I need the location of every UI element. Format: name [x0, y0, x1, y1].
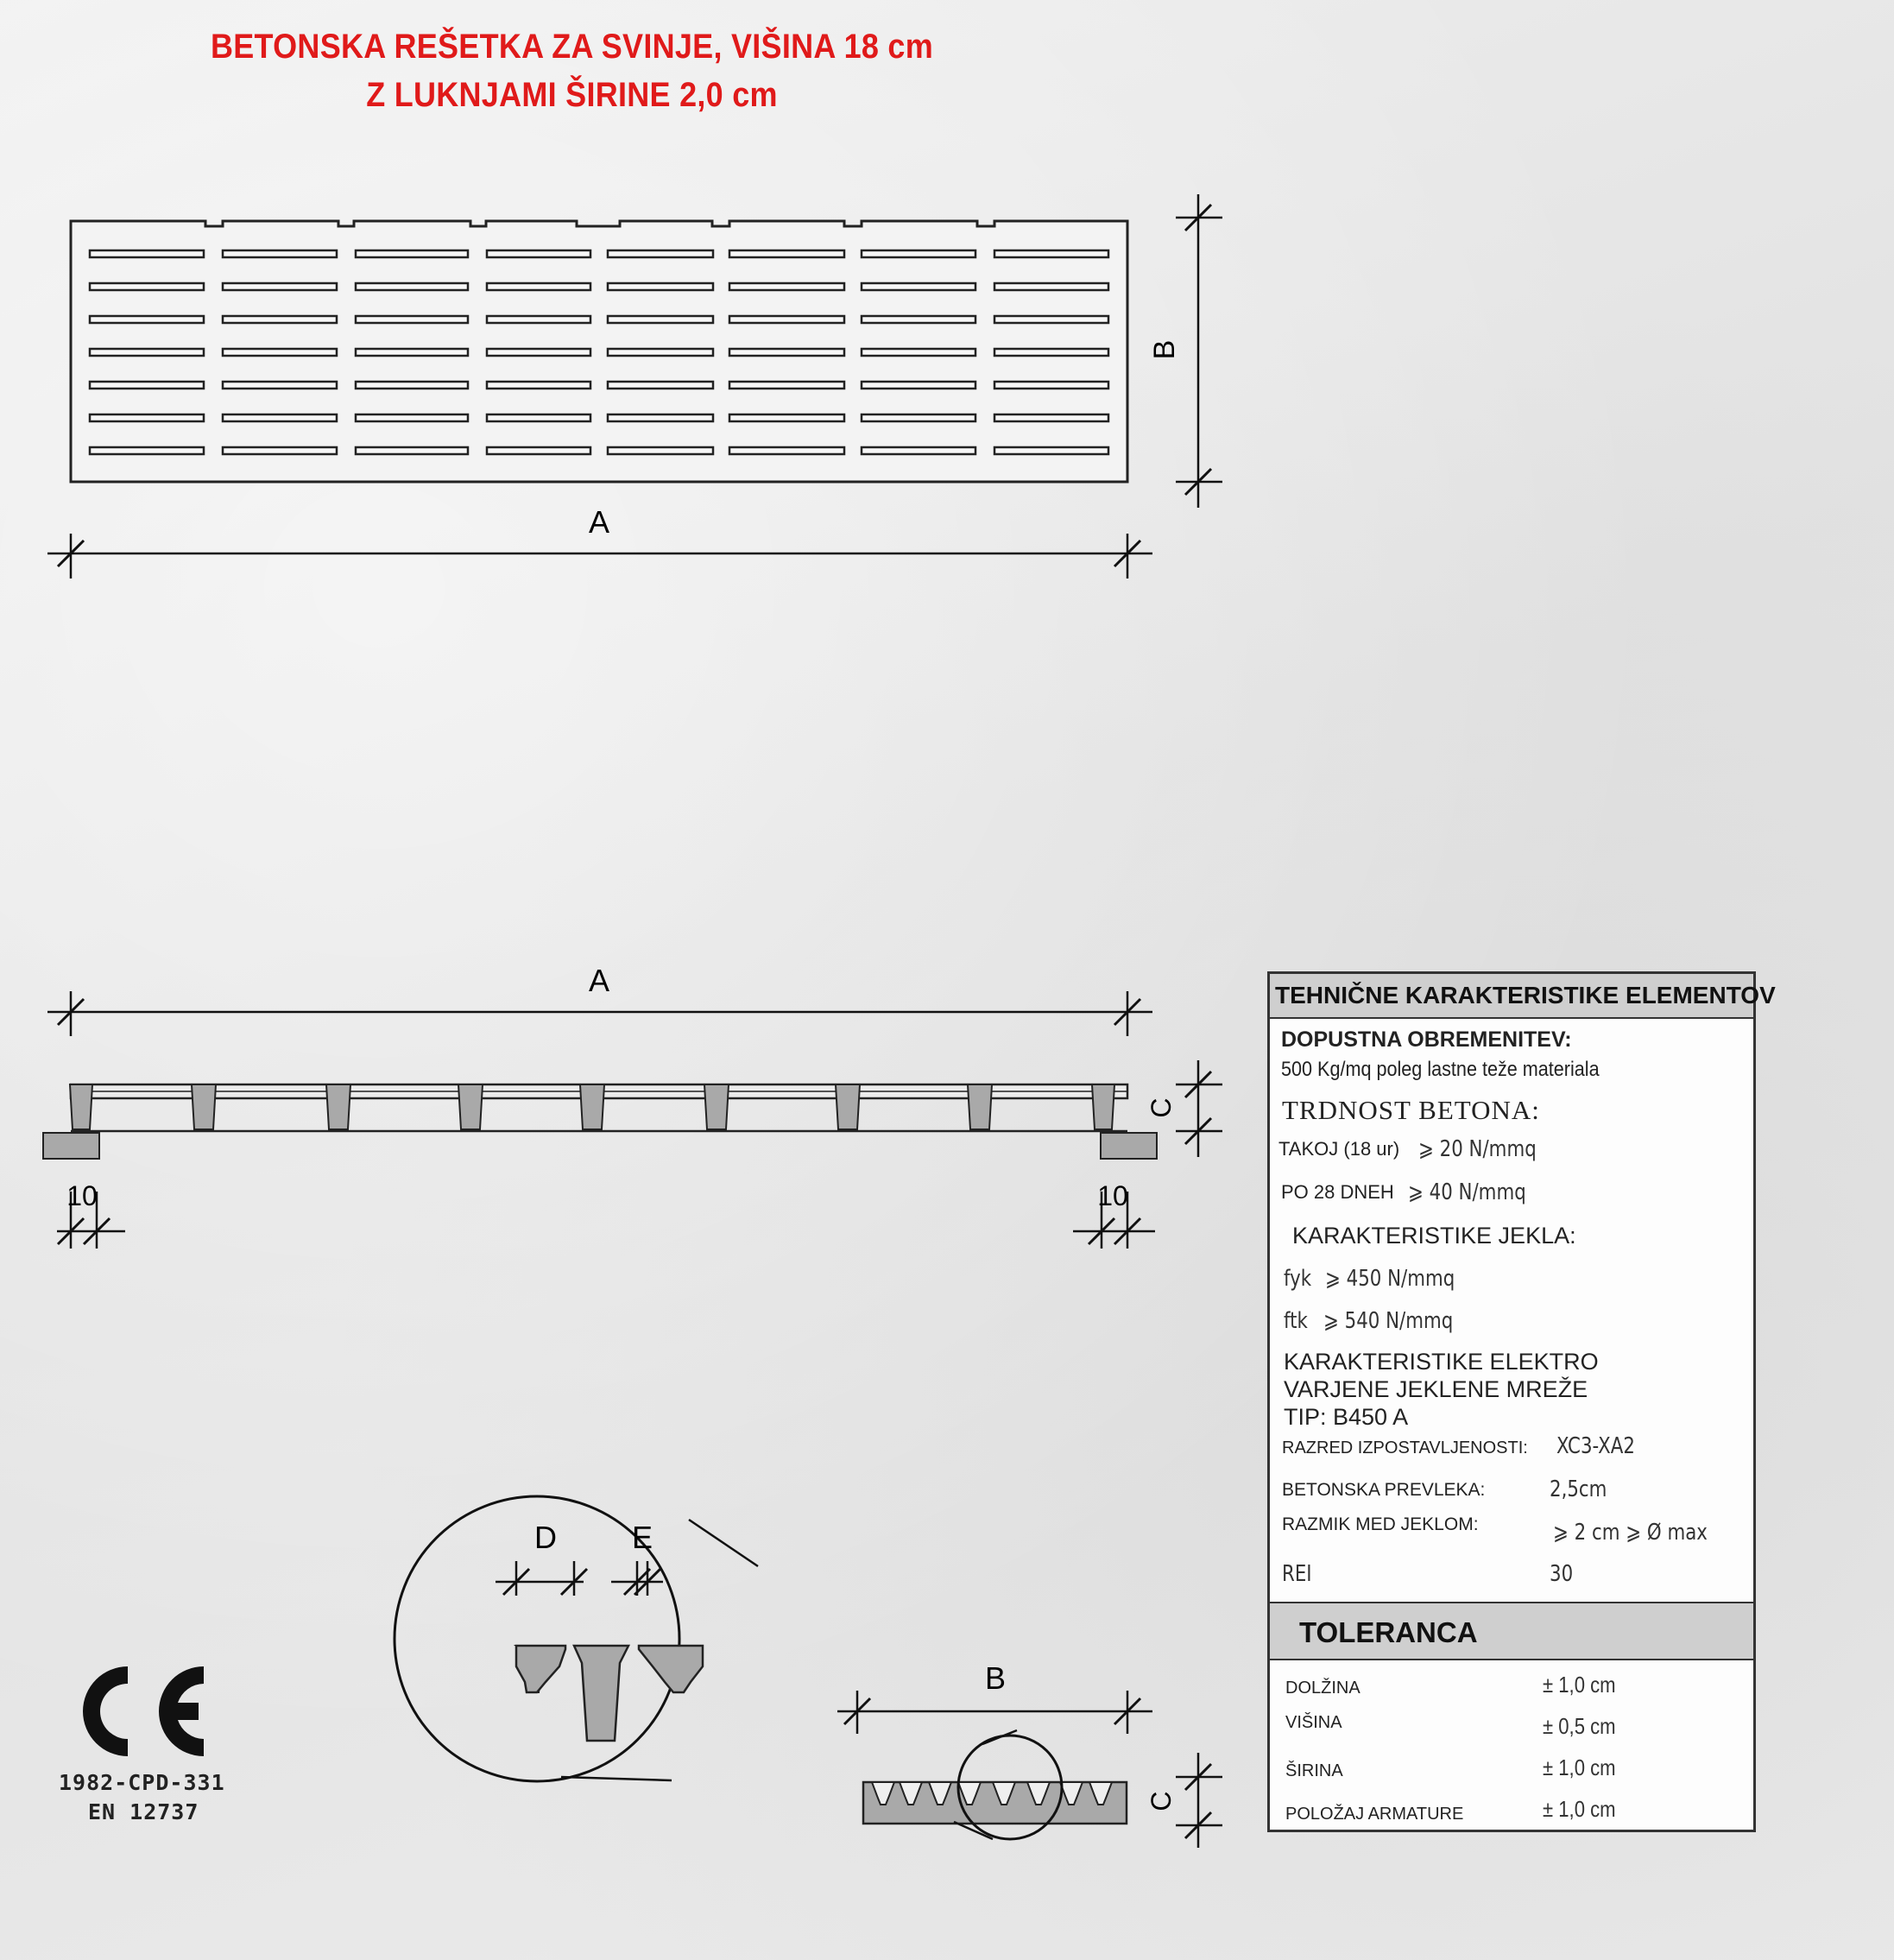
concrete-immediate-label: TAKOJ (18 ur) — [1278, 1138, 1400, 1160]
tolerance-header: TOLERANCA — [1270, 1602, 1753, 1660]
rei-value: 30 — [1550, 1561, 1574, 1587]
section-rib — [326, 1084, 350, 1129]
label-b-side: B — [1148, 339, 1181, 360]
concrete-title: TRDNOST BETONA: — [1282, 1095, 1540, 1125]
exposure-label: RAZRED IZPOSTAVLJENOSTI: — [1282, 1438, 1528, 1457]
plan-slot — [223, 382, 337, 389]
concrete-28-value: ⩾ 40 N/mmq — [1408, 1179, 1526, 1205]
title-line-2: Z LUKNJAMI ŠIRINE 2,0 cm — [366, 76, 778, 114]
section-rib — [458, 1084, 483, 1129]
section-rib — [192, 1084, 216, 1129]
spacing-value: ⩾ 2 cm ⩾ Ø max — [1553, 1520, 1708, 1546]
plan-slot — [994, 447, 1108, 454]
plan-slot — [223, 250, 337, 257]
exposure-value: XC3-XA2 — [1556, 1433, 1635, 1459]
plan-slot — [356, 447, 468, 454]
plan-slot — [729, 447, 844, 454]
plan-slot — [994, 349, 1108, 356]
plan-slot — [487, 316, 590, 323]
dimension-c-cross — [1176, 1753, 1222, 1848]
dimension-a-top — [47, 534, 1152, 579]
plan-slot — [223, 316, 337, 323]
detail-circle — [395, 1496, 758, 1781]
label-support-left: 10 — [66, 1180, 98, 1211]
plan-slot — [90, 414, 204, 421]
section-rib — [836, 1084, 860, 1129]
plan-slot — [90, 283, 204, 290]
plan-slot — [608, 447, 713, 454]
cover-label: BETONSKA PREVLEKA: — [1282, 1480, 1486, 1500]
plan-slot — [487, 382, 590, 389]
plan-slot — [487, 283, 590, 290]
plan-slot — [994, 414, 1108, 421]
plan-slot — [487, 349, 590, 356]
ftk-value: ⩾ 540 N/mmq — [1323, 1308, 1454, 1334]
tolerance-label-height: VIŠINA — [1285, 1713, 1342, 1732]
ftk-label: ftk — [1284, 1308, 1308, 1334]
plan-slot — [994, 283, 1108, 290]
fyk-value: ⩾ 450 N/mmq — [1325, 1266, 1455, 1292]
spec-header: TEHNIČNE KARAKTERISTIKE ELEMENTOV — [1270, 974, 1753, 1019]
dimension-b-cross — [837, 1691, 1152, 1734]
plan-slot — [90, 382, 204, 389]
plan-slot — [487, 250, 590, 257]
plan-slot — [729, 283, 844, 290]
plan-slot — [608, 349, 713, 356]
plan-slot — [862, 250, 975, 257]
label-c-cross: C — [1146, 1791, 1177, 1811]
plan-slot — [729, 414, 844, 421]
label-detail-d: D — [534, 1520, 557, 1555]
label-a-top: A — [588, 504, 610, 540]
plan-slot — [90, 447, 204, 454]
plan-slot — [356, 349, 468, 356]
ce-mark-logo — [69, 1660, 216, 1763]
mesh-line-3: TIP: B450 A — [1284, 1404, 1409, 1430]
section-rib — [1092, 1084, 1114, 1129]
plan-slot — [862, 382, 975, 389]
plan-slot — [223, 349, 337, 356]
plan-slot — [862, 349, 975, 356]
fyk-label: fyk — [1284, 1266, 1312, 1292]
plan-slot — [994, 382, 1108, 389]
steel-title: KARAKTERISTIKE JEKLA: — [1292, 1223, 1576, 1249]
plan-slot — [356, 382, 468, 389]
plan-slot — [90, 316, 204, 323]
concrete-28-label: PO 28 DNEH — [1281, 1181, 1394, 1203]
plan-slot — [356, 414, 468, 421]
plan-slot — [862, 447, 975, 454]
dimension-c-section — [1176, 1060, 1222, 1157]
load-value: 500 Kg/mq poleg lastne teže materiala — [1281, 1058, 1600, 1081]
plan-slot — [356, 316, 468, 323]
certificate-standard: EN 12737 — [88, 1799, 199, 1824]
plan-slot — [608, 382, 713, 389]
tolerance-label-rebar: POLOŽAJ ARMATURE — [1285, 1805, 1464, 1824]
title-line-1: BETONSKA REŠETKA ZA SVINJE, VIŠINA 18 cm — [211, 28, 933, 66]
concrete-immediate-value: ⩾ 20 N/mmq — [1418, 1136, 1537, 1162]
plan-slot — [729, 250, 844, 257]
plan-slot — [862, 414, 975, 421]
label-support-right: 10 — [1097, 1180, 1128, 1211]
dimension-b-side — [1176, 194, 1222, 508]
plan-slot — [356, 250, 468, 257]
section-rib — [704, 1084, 729, 1129]
plan-slot — [862, 316, 975, 323]
tolerance-value-height: ± 0,5 cm — [1543, 1713, 1616, 1739]
plan-slot — [608, 316, 713, 323]
plan-slot — [729, 349, 844, 356]
plan-slot — [608, 414, 713, 421]
plan-slot — [994, 316, 1108, 323]
tolerance-value-length: ± 1,0 cm — [1543, 1672, 1616, 1698]
plan-slot — [90, 349, 204, 356]
spacing-label: RAZMIK MED JEKLOM: — [1282, 1514, 1479, 1534]
label-c-section: C — [1146, 1097, 1177, 1118]
plan-slot — [608, 250, 713, 257]
cross-section-view — [863, 1730, 1127, 1839]
section-rib — [968, 1084, 992, 1129]
plan-slot — [223, 447, 337, 454]
label-a-section: A — [588, 963, 610, 998]
plan-slot — [223, 414, 337, 421]
plan-slot — [487, 414, 590, 421]
plan-slot — [862, 283, 975, 290]
cover-value: 2,5cm — [1550, 1476, 1607, 1502]
tolerance-label-width: ŠIRINA — [1285, 1761, 1343, 1780]
mesh-line-1: KARAKTERISTIKE ELEKTRO — [1284, 1349, 1599, 1375]
certificate-code: 1982-CPD-331 — [59, 1770, 225, 1795]
label-detail-e: E — [631, 1520, 653, 1555]
label-b-cross: B — [984, 1660, 1007, 1696]
plan-slot — [223, 283, 337, 290]
plan-slot — [487, 447, 590, 454]
tolerance-value-width: ± 1,0 cm — [1543, 1755, 1616, 1780]
load-title: DOPUSTNA OBREMENITEV: — [1281, 1027, 1572, 1052]
plan-slot — [90, 250, 204, 257]
tolerance-label-length: DOLŽINA — [1285, 1679, 1361, 1698]
tolerance-value-rebar: ± 1,0 cm — [1543, 1796, 1616, 1822]
plan-slot — [729, 382, 844, 389]
section-rib — [70, 1084, 92, 1129]
plan-slot — [729, 316, 844, 323]
mesh-line-2: VARJENE JEKLENE MREŽE — [1284, 1376, 1588, 1402]
section-rib — [580, 1084, 604, 1129]
plan-slot — [356, 283, 468, 290]
section-view — [43, 1084, 1157, 1159]
plan-slot — [608, 283, 713, 290]
spec-panel — [1267, 971, 1776, 1832]
plan-view — [71, 221, 1127, 482]
plan-slot — [994, 250, 1108, 257]
rei-label: REI — [1282, 1561, 1312, 1587]
